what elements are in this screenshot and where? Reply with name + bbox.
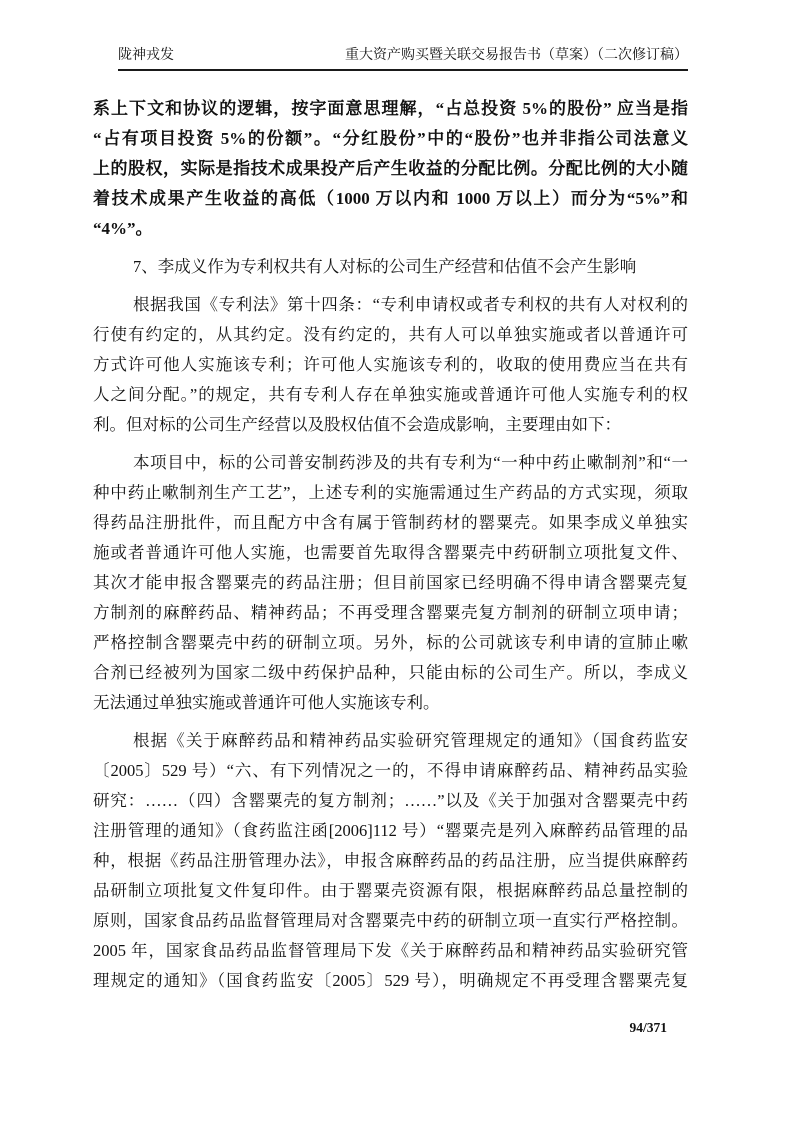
text-line: 理规定的通知》（国食药监安〔2005〕529 号），明确规定不再受理含罂粟壳复: [93, 971, 688, 990]
text-line: 本项目中，标的公司普安制药涉及的共有专利为“一种中药止嗽制剂”和“一: [133, 453, 688, 472]
text-line: 其次才能申报含罂粟壳的药品注册；但目前国家已经明确不得申请含罂粟壳复: [93, 573, 688, 592]
text-line: 研究：……（四）含罂粟壳的复方制剂；……”以及《关于加强对含罂粟壳中药: [93, 791, 688, 810]
text-line: 人之间分配。”的规定，共有专利人存在单独实施或普通许可他人实施专利的权: [93, 385, 688, 404]
text-line: 上的股权，实际是指技术成果投产后产生收益的分配比例。分配比例的大小随: [93, 159, 688, 178]
text-line: 利。但对标的公司生产经营以及股权估值不会造成影响，主要理由如下：: [93, 415, 621, 434]
header-rule: [118, 69, 688, 71]
text-line: 得药品注册批件，而且配方中含有属于管制药材的罂粟壳。如果李成义单独实: [93, 513, 688, 532]
text-line: 系上下文和协议的逻辑，按字面意思理解，“占总投资 5%的股份” 应当是指: [93, 99, 688, 118]
text-line: 种中药止嗽制剂生产工艺”，上述专利的实施需通过生产药品的方式实现，须取: [93, 483, 688, 502]
page-number: 94/371: [629, 1020, 667, 1035]
text-line: 种，根据《药品注册管理办法》，申报含麻醉药品的药品注册，应当提供麻醉药: [93, 851, 688, 870]
page-header: [118, 48, 688, 64]
text-line: 根据我国《专利法》第十四条：“专利申请权或者专利权的共有人对权利的: [133, 295, 688, 314]
text-line: 原则，国家食品药品监督管理局对含罂粟壳中药的研制立项一直实行严格控制。: [93, 911, 688, 930]
text-line: 严格控制含罂粟壳中药的研制立项。另外，标的公司就该专利申请的宣肺止嗽: [93, 633, 688, 652]
text-line: 方式许可他人实施该专利；许可他人实施该专利的，收取的使用费应当在共有: [93, 355, 688, 374]
section-heading: [93, 252, 688, 282]
text-line: 着技术成果产生收益的高低（1000 万以内和 1000 万以上）而分为“5%”和: [93, 189, 688, 208]
paragraph-bold-continuation: [93, 94, 688, 244]
text-line: 方制剂的麻醉药品、精神药品；不再受理含罂粟壳复方制剂的研制立项申请；: [93, 603, 688, 622]
text-line: 根据《关于麻醉药品和精神药品实验研究管理规定的通知》（国食药监安: [133, 731, 688, 750]
text-line: “4%”。: [93, 219, 153, 238]
text-line: 行使有约定的，从其约定。没有约定的，共有人可以单独实施或者以普通许可: [93, 325, 688, 344]
text-line: 无法通过单独实施或普通许可他人实施该专利。: [93, 693, 440, 712]
paragraph: [93, 290, 688, 440]
text-line: 2005 年，国家食品药品监督管理局下发《关于麻醉药品和精神药品实验研究管: [93, 941, 688, 960]
document-body: [93, 94, 688, 996]
text-line: 注册管理的通知》（食药监注函[2006]112 号）“罂粟壳是列入麻醉药品管理的品: [93, 821, 688, 840]
text-line: 合剂已经被列为国家二级中药保护品种，只能由标的公司生产。所以，李成义: [93, 663, 688, 682]
text-line: 施或者普通许可他人实施，也需要首先取得含罂粟壳中药研制立项批复文件、: [93, 543, 688, 562]
text-line: 〔2005〕529 号）“六、有下列情况之一的，不得申请麻醉药品、精神药品实验: [93, 761, 688, 780]
paragraph: [93, 448, 688, 718]
text-line: “占有项目投资 5%的份额”。“分红股份”中的“股份”也并非指公司法意义: [93, 129, 688, 148]
header-right-title: 重大资产购买暨关联交易报告书（草案）（二次修订稿）: [345, 48, 688, 63]
paragraph: [93, 726, 688, 996]
header-left-title: 陇神戎发: [118, 48, 174, 63]
heading-line: 7、李成义作为专利权共有人对标的公司生产经营和估值不会产生影响: [133, 257, 637, 276]
text-line: 品研制立项批复文件复印件。由于罂粟壳资源有限，根据麻醉药品总量控制的: [93, 881, 688, 900]
